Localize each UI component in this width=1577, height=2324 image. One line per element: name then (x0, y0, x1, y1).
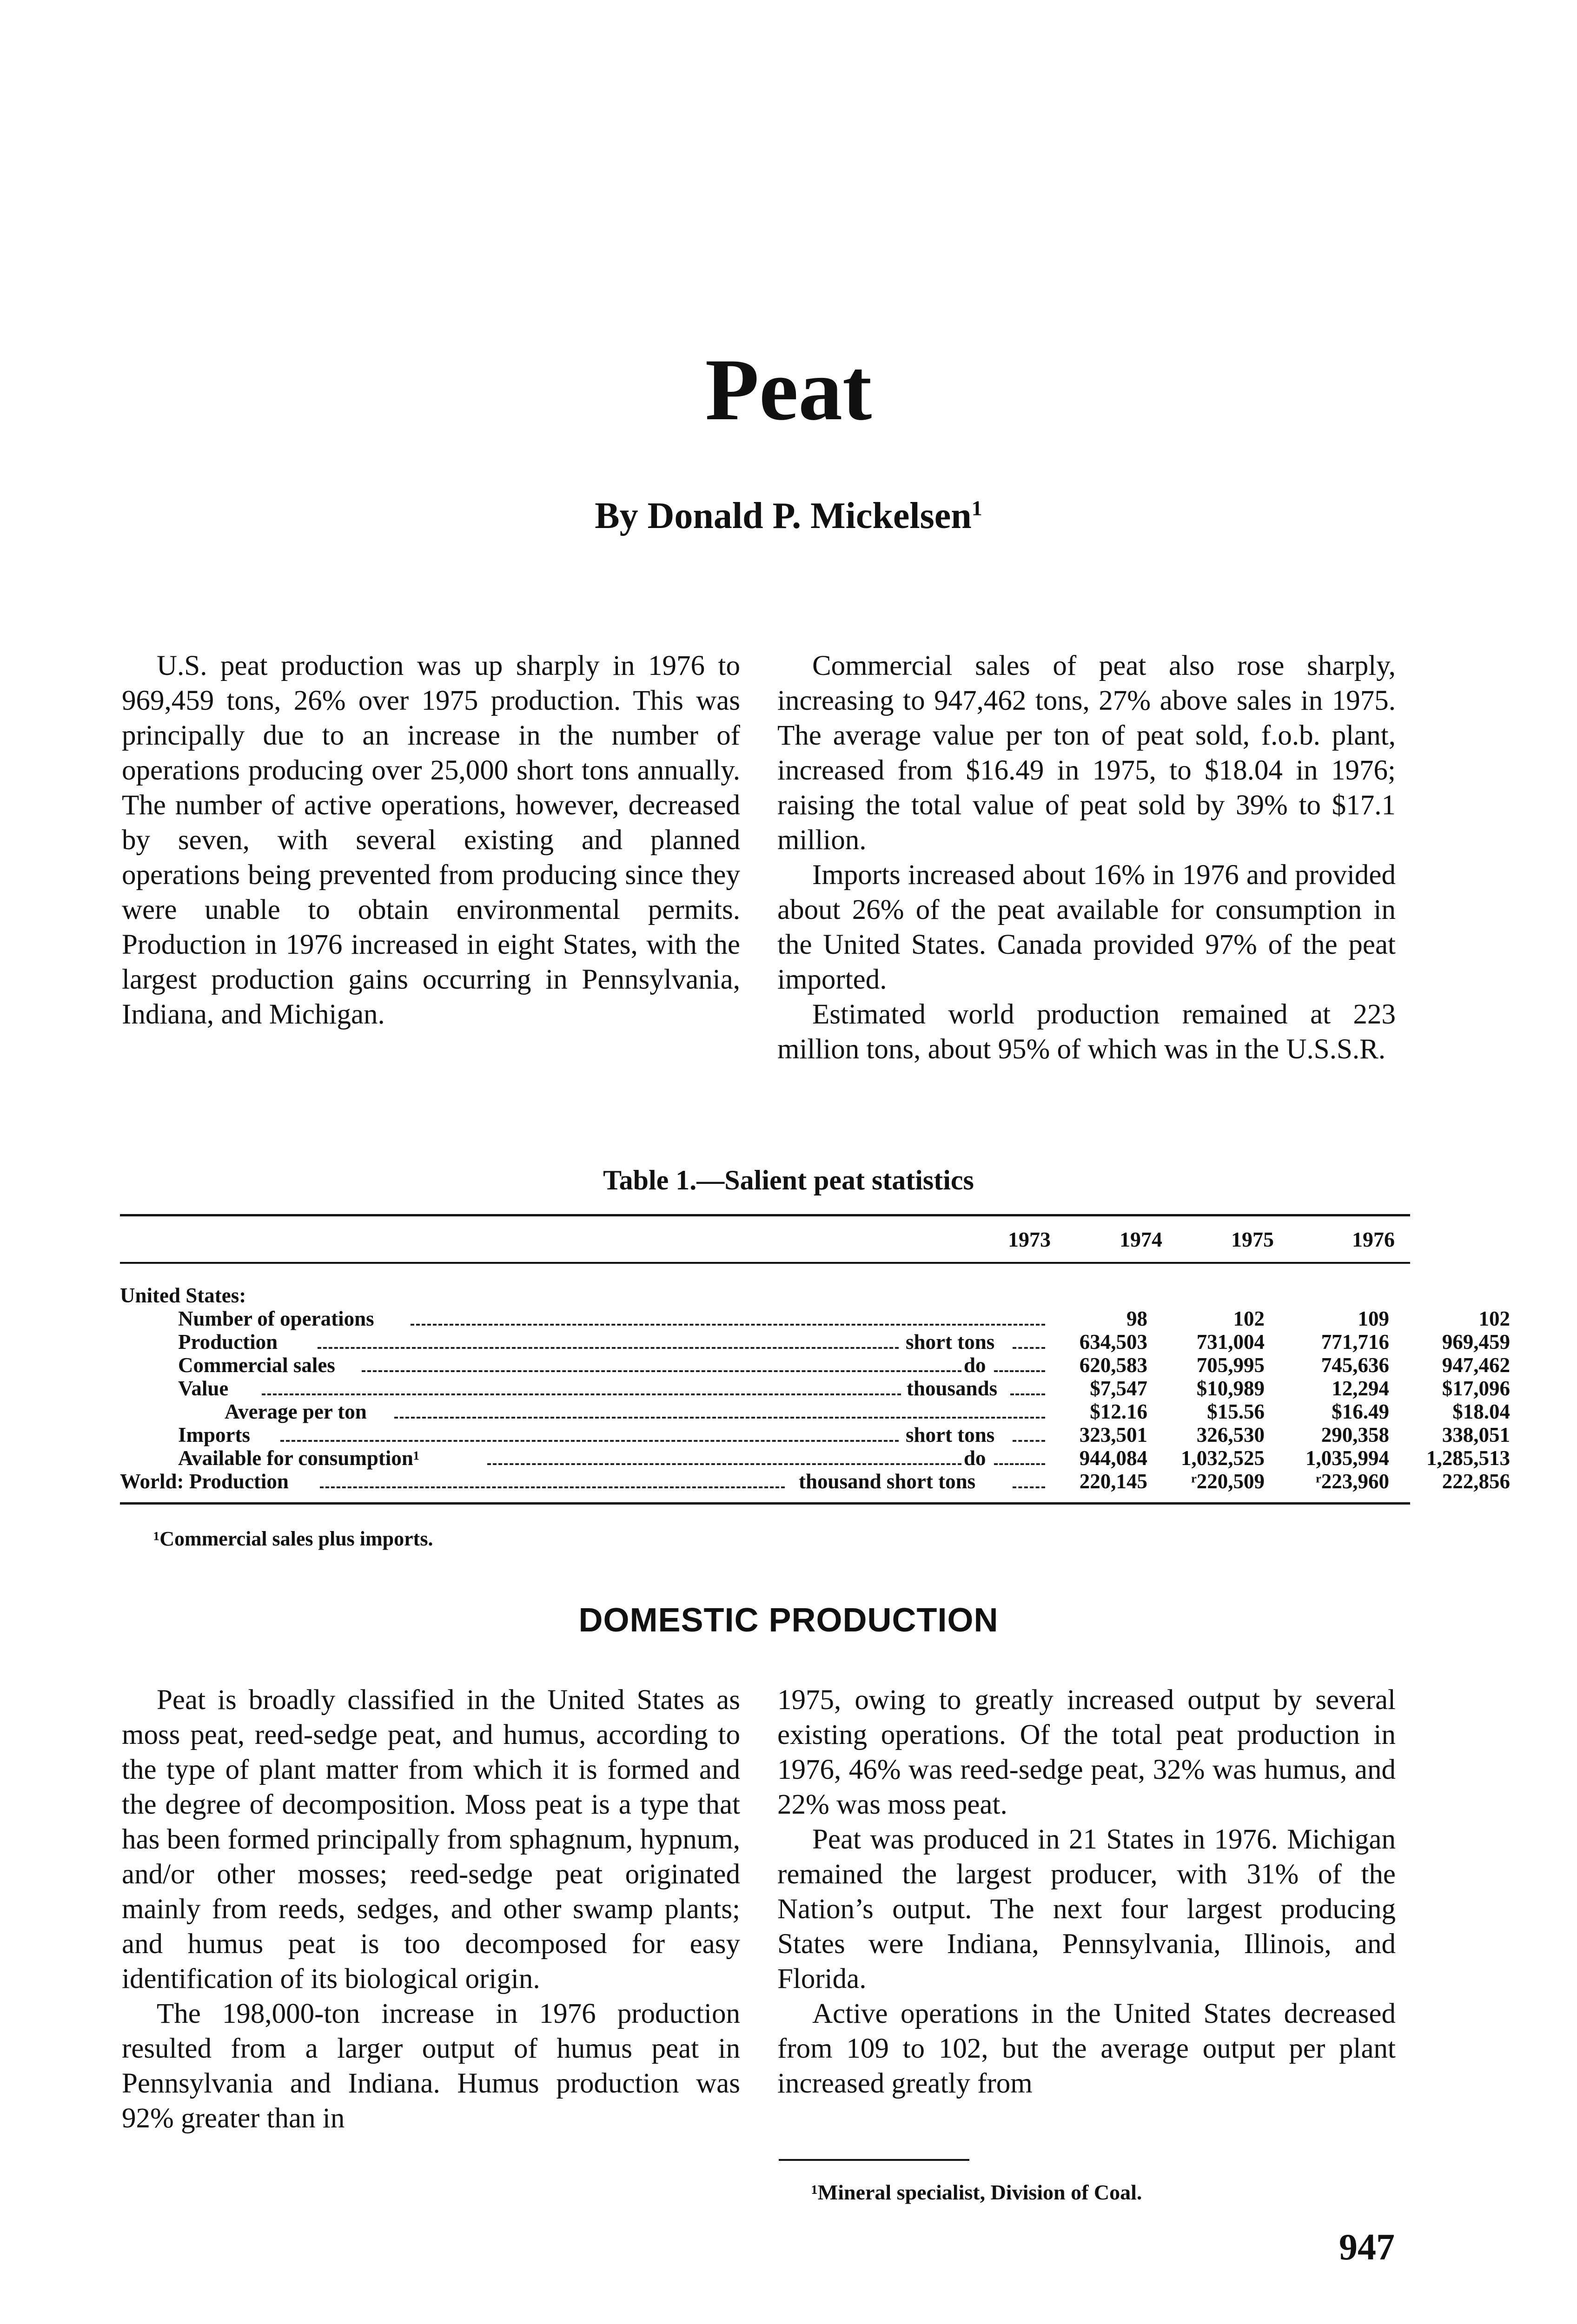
table-cell: 220,145 (1079, 1470, 1147, 1493)
table-row (120, 1400, 1510, 1423)
footnote: ¹Mineral specialist, Division of Coal. (811, 2180, 1142, 2204)
row-label: Available for consumption¹ (178, 1446, 420, 1470)
table-cell: 705,995 (1196, 1353, 1265, 1377)
table-cell: 620,583 (1079, 1353, 1147, 1377)
table-cell: 771,716 (1321, 1330, 1389, 1353)
row-unit: thousand short tons (799, 1470, 976, 1493)
body-right-column (777, 1683, 1396, 2101)
table-footnote: ¹Commercial sales plus imports. (153, 1527, 433, 1550)
intro-paragraph: U.S. peat production was up sharply in 1976 to 969,459 tons, 26% over 1975 production. This was principally due to an increase in the number of operations producing over 25,000 short tons annually. The number of active operations, however, decreased by seven, with several existing and planned operations being prevented from producing since they were unable to obtain environmental permits. Production in 1976 increased in eight States, with the largest production gains occurring in Pennsylvania, Indiana, and Michigan. (122, 650, 740, 1030)
table-header-year: 1975 (1231, 1228, 1274, 1251)
table-cell: 338,051 (1442, 1423, 1510, 1446)
byline (0, 495, 1577, 537)
table-cell: $7,547 (1090, 1377, 1147, 1400)
table-cell: 290,358 (1321, 1423, 1389, 1446)
row-unit: do (964, 1446, 986, 1470)
table-cell: 1,032,525 (1181, 1446, 1265, 1470)
intro-left-column (122, 648, 740, 1032)
body-paragraph: Peat was produced in 21 States in 1976. Michigan remained the largest producer, with 31% of the Nation’s output. The next four largest producing States were Indiana, Pennsylvania, Illinois, and Florida. (777, 1824, 1396, 1994)
table-cell: 326,530 (1196, 1423, 1265, 1446)
table-header-year: 1976 (1352, 1228, 1395, 1251)
table-cell: 102 (1478, 1307, 1510, 1330)
leader-dots (362, 1370, 961, 1372)
row-unit: thousands (907, 1377, 998, 1400)
table-cell: $16.49 (1332, 1400, 1389, 1423)
footnote-rule (779, 2159, 969, 2161)
leader-dots (487, 1463, 961, 1465)
leader-dots (1013, 1347, 1045, 1349)
row-label: Imports (178, 1423, 250, 1446)
table-cell: 944,084 (1079, 1446, 1147, 1470)
table-cell: 109 (1358, 1307, 1389, 1330)
table-cell: $10,989 (1196, 1377, 1265, 1400)
body-paragraph: The 198,000-ton increase in 1976 production resulted from a larger output of humus peat in Pennsylvania and Indiana. Humus production was 92% greater than in (122, 1998, 740, 2134)
section-heading: DOMESTIC PRODUCTION (578, 1602, 999, 1639)
author-name: By Donald P. Mickelsen (595, 495, 972, 536)
intro-paragraph: Commercial sales of peat also rose sharply, increasing to 947,462 tons, 27% above sales in 1975. The average value per ton of peat sold, f.o.b. plant, increased from $16.49 in 1975, to $18.04 in 1976; raising the total value of peat sold by 39% to $17.1 million. (777, 650, 1396, 856)
table-header-year: 1973 (1008, 1228, 1051, 1251)
intro-right-column (777, 648, 1396, 1067)
row-unit: short tons (906, 1423, 995, 1446)
table-cell: 1,035,994 (1305, 1446, 1389, 1470)
table-row (120, 1353, 1510, 1377)
table-cell: ʳ220,509 (1191, 1470, 1265, 1493)
table-row (120, 1307, 1510, 1330)
body-paragraph: 1975, owing to greatly increased output by several existing operations. Of the total peat production in 1976, 46% was reed-sedge peat, 32% was humus, and 22% was moss peat. (777, 1684, 1396, 1820)
leader-dots (394, 1417, 1045, 1419)
leader-dots (280, 1440, 899, 1442)
leader-dots (994, 1463, 1045, 1465)
table-cell: $15.56 (1207, 1400, 1265, 1423)
table-cell: 969,459 (1442, 1330, 1510, 1353)
row-label: World: Production (120, 1470, 289, 1493)
table-cell: 98 (1126, 1307, 1147, 1330)
table-header-year: 1974 (1120, 1228, 1162, 1251)
table-cell: 102 (1233, 1307, 1265, 1330)
leader-dots (1013, 1440, 1045, 1442)
row-unit: do (964, 1353, 986, 1377)
table-cell: 745,636 (1321, 1353, 1389, 1377)
leader-dots (1013, 1486, 1045, 1488)
table-cell: $17,096 (1442, 1377, 1510, 1400)
author-footnote-mark: 1 (971, 496, 982, 520)
table-cell: 1,285,513 (1426, 1446, 1510, 1470)
intro-paragraph: Imports increased about 16% in 1976 and provided about 26% of the peat available for consumption in the United States. Canada provided 97% of the peat imported. (777, 859, 1396, 995)
body-left-column (122, 1683, 740, 2136)
table-row (120, 1470, 1510, 1493)
table-cell: $18.04 (1452, 1400, 1510, 1423)
table-cell: ʳ223,960 (1316, 1470, 1389, 1493)
leader-dots (262, 1393, 901, 1395)
leader-dots (320, 1486, 785, 1488)
table-cell: 634,503 (1079, 1330, 1147, 1353)
table-top-rule (120, 1214, 1410, 1216)
table-cell: 222,856 (1442, 1470, 1510, 1493)
table-bottom-rule (120, 1502, 1410, 1505)
body-paragraph: Active operations in the United States decreased from 109 to 102, but the average output per plant increased greatly from (777, 1998, 1396, 2099)
leader-dots (411, 1324, 1045, 1326)
table-row (120, 1423, 1510, 1446)
leader-dots (1010, 1393, 1045, 1395)
table-group-label-text: United States: (120, 1284, 246, 1307)
row-label: Value (178, 1377, 229, 1400)
row-label: Average per ton (225, 1400, 367, 1423)
intro-paragraph: Estimated world production remained at 223 million tons, about 95% of which was in the U.S.S.R. (777, 999, 1396, 1065)
table-title: Table 1.—Salient peat statistics (603, 1165, 974, 1195)
table-cell: 731,004 (1196, 1330, 1265, 1353)
leader-dots (994, 1370, 1045, 1372)
page-title: Peat (705, 341, 872, 439)
leader-dots (318, 1347, 899, 1349)
body-paragraph: Peat is broadly classified in the United States as moss peat, reed-sedge peat, and humus, according to the type of plant matter from which it is formed and the degree of decomposition. Moss peat is a type that has been formed principally from sphagnum, hypnum, and/or other mosses; reed-sedge peat originated mainly from reeds, sedges, and other swamp plants; and humus peat is too decomposed for easy identification of its biological origin. (122, 1684, 740, 1994)
table-row (120, 1377, 1510, 1400)
table-row (120, 1446, 1510, 1470)
page-number: 947 (1339, 2227, 1395, 2268)
row-label: Commercial sales (178, 1353, 335, 1377)
row-label: Production (178, 1330, 278, 1353)
table-cell: 947,462 (1442, 1353, 1510, 1377)
table-cell: $12.16 (1090, 1400, 1147, 1423)
row-unit: short tons (906, 1330, 995, 1353)
table-cell: 323,501 (1079, 1423, 1147, 1446)
table-group-label (120, 1284, 1408, 1307)
table-cell: 12,294 (1332, 1377, 1389, 1400)
table-header-rule (120, 1262, 1410, 1264)
table-row (120, 1330, 1510, 1353)
row-label: Number of operations (178, 1307, 374, 1330)
